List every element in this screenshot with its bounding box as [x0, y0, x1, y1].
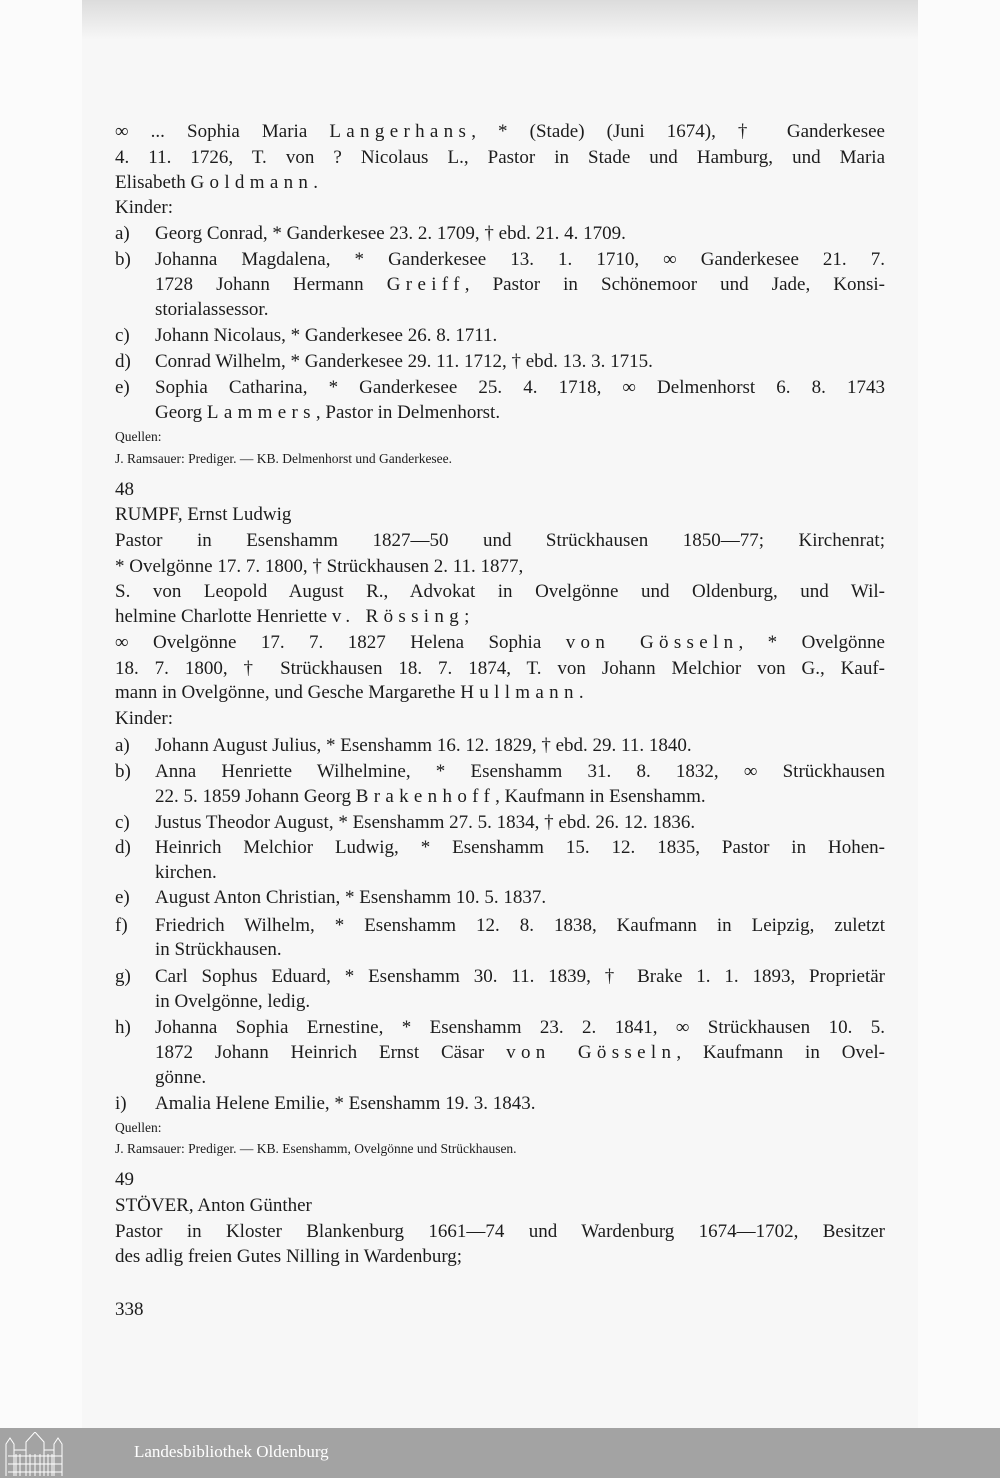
text-segment: 1728 Johann Hermann [155, 274, 387, 295]
item-label: b) [115, 249, 131, 270]
text-line [115, 580, 885, 604]
text-line [115, 1245, 885, 1269]
text-line [115, 1194, 885, 1218]
text-segment: Pastor in Esenshamm 1827—50 und Strückhausen 1850—77; Kirchenrat; [115, 530, 885, 551]
spaced-surname: Brakenhoff [355, 786, 496, 807]
source-line [115, 428, 885, 446]
text-line [155, 1092, 885, 1116]
text-line [155, 965, 885, 989]
text-segment: Kinder: [115, 197, 174, 218]
text-segment: Elisabeth [115, 172, 191, 193]
text-segment: , Kaufmann in Esenshamm. [495, 786, 706, 807]
spaced-surname: Lammers [206, 402, 316, 423]
text-segment: 1872 Johann Heinrich Ernst Cäsar [155, 1042, 507, 1063]
text-segment: Kinder: [115, 708, 174, 729]
text-segment: des adlig freien Gutes Nilling in Wardenburg; [115, 1246, 463, 1267]
text-segment: J. Ramsauer: Prediger. — KB. Esenshamm, Ovelgönne und Strückhausen. [115, 1141, 517, 1156]
text-segment: 22. 5. 1859 Johann Georg [155, 786, 356, 807]
text-line [115, 605, 885, 629]
text-line [155, 1066, 885, 1090]
text-segment: RUMPF, Ernst Ludwig [115, 504, 292, 525]
text-line [115, 196, 885, 220]
text-segment: Conrad Wilhelm, * Ganderkesee 29. 11. 1712, † ebd. 13. 3. 1715. [155, 351, 653, 372]
text-line [155, 811, 885, 835]
text-segment: S. von Leopold August R., Advokat in Ovelgönne und Oldenburg, und Wil- [115, 581, 885, 602]
item-label: a) [115, 735, 130, 756]
text-segment: , Kaufmann in Ovel- [676, 1042, 885, 1063]
text-segment: J. Ramsauer: Prediger. — KB. Delmenhorst und Ganderkesee. [115, 451, 453, 466]
text-segment: * Ovelgönne 17. 7. 1800, † Strückhausen 2. 11. 1877, [115, 556, 524, 577]
text-segment: mann in Ovelgönne, und Gesche Margarethe [115, 682, 461, 703]
text-line [155, 222, 885, 246]
text-segment: , * Ovelgönne [738, 632, 885, 653]
text-segment: ∞ ... Sophia Maria [115, 121, 330, 142]
text-segment: , * (Stade) (Juni 1674), † Ganderkesee [471, 121, 885, 142]
text-segment: in Ovelgönne, ledig. [155, 991, 311, 1012]
text-line [155, 938, 885, 962]
text-segment: Johann Nicolaus, * Ganderkesee 26. 8. 1711. [155, 325, 498, 346]
text-line [115, 657, 885, 681]
text-line [115, 555, 885, 579]
library-name: Landesbibliothek Oldenburg [134, 1442, 329, 1461]
text-line [155, 376, 885, 400]
text-segment: ; [464, 606, 470, 627]
text-line [155, 990, 885, 1014]
text-segment: Friedrich Wilhelm, * Esenshamm 12. 8. 1838, Kaufmann in Leipzig, zuletzt [155, 915, 885, 936]
text-segment: in Strückhausen. [155, 939, 282, 960]
text-segment: Sophia Catharina, * Ganderkesee 25. 4. 1718, ∞ Delmenhorst 6. 8. 1743 [155, 377, 885, 398]
text-segment: . [313, 172, 318, 193]
item-label: h) [115, 1017, 131, 1038]
text-segment: . [578, 682, 584, 703]
text-line [155, 350, 885, 374]
text-line [115, 503, 885, 527]
text-segment: Anna Henriette Wilhelmine, * Esenshamm 31. 8. 1832, ∞ Strückhausen [155, 761, 885, 782]
spaced-surname: Hullmann [460, 682, 579, 703]
item-label: c) [115, 812, 130, 833]
text-segment: Georg [155, 402, 207, 423]
text-segment: 49 [115, 1169, 134, 1190]
text-line [155, 886, 885, 910]
text-segment: Heinrich Melchior Ludwig, * Esenshamm 15. 12. 1835, Pastor in Hohen- [155, 837, 885, 858]
text-line [115, 1220, 885, 1244]
text-line [155, 273, 885, 297]
text-segment: 18. 7. 1800, † Strückhausen 18. 7. 1874, T. von Johann Melchior von G., Kauf- [115, 658, 885, 679]
text-line [115, 529, 885, 553]
item-label: g) [115, 966, 131, 987]
text-segment: Georg Conrad, * Ganderkesee 23. 2. 1709, † ebd. 21. 4. 1709. [155, 223, 626, 244]
text-segment: Johanna Sophia Ernestine, * Esenshamm 23. 2. 1841, ∞ Strückhausen 10. 5. [155, 1017, 885, 1038]
spaced-surname: von Gösseln [506, 1042, 677, 1063]
item-label: e) [115, 377, 130, 398]
item-label: a) [115, 223, 130, 244]
library-building-logo [4, 1432, 64, 1476]
text-segment: 4. 11. 1726, T. von ? Nicolaus L., Pastor in Stade und Hamburg, und Maria [115, 147, 885, 168]
text-segment: kirchen. [155, 862, 217, 883]
text-line [155, 1041, 885, 1065]
text-segment: STÖVER, Anton Günther [115, 1195, 312, 1216]
spaced-surname: Greiff [386, 274, 465, 295]
scan-shadow [82, 0, 918, 40]
text-line [115, 707, 885, 731]
text-segment: ∞ Ovelgönne 17. 7. 1827 Helena Sophia [115, 632, 566, 653]
item-label: b) [115, 761, 131, 782]
text-segment: Johanna Magdalena, * Ganderkesee 13. 1. 1710, ∞ Ganderkesee 21. 7. [155, 249, 885, 270]
text-line [155, 298, 885, 322]
source-line [115, 1119, 885, 1137]
text-line [155, 401, 885, 425]
spaced-surname: Goldmann [190, 172, 314, 193]
text-line [115, 146, 885, 170]
text-line [115, 1168, 885, 1192]
text-segment: August Anton Christian, * Esenshamm 10. 5. 1837. [155, 887, 547, 908]
text-segment: 48 [115, 479, 134, 500]
item-label: d) [115, 351, 131, 372]
item-label: i) [115, 1093, 127, 1114]
text-line [155, 324, 885, 348]
text-line [155, 760, 885, 784]
spaced-surname: Langerhans [329, 121, 472, 142]
text-segment: , Pastor in Delmenhorst. [315, 402, 501, 423]
text-line [155, 836, 885, 860]
text-segment: gönne. [155, 1067, 207, 1088]
text-segment: Amalia Helene Emilie, * Esenshamm 19. 3. 1843. [155, 1093, 536, 1114]
text-line [155, 1016, 885, 1040]
item-label: f) [115, 915, 128, 936]
page-number: 338 [115, 1299, 144, 1320]
text-segment: helmine Charlotte Henriette [115, 606, 332, 627]
text-segment: Justus Theodor August, * Esenshamm 27. 5. 1834, † ebd. 26. 12. 1836. [155, 812, 696, 833]
text-segment: Carl Sophus Eduard, * Esenshamm 30. 11. 1839, † Brake 1. 1. 1893, Proprietär [155, 966, 885, 987]
text-line [115, 681, 885, 705]
text-line [155, 734, 885, 758]
item-label: e) [115, 887, 130, 908]
text-line [115, 171, 885, 195]
text-segment: storialassessor. [155, 299, 269, 320]
text-segment: Quellen: [115, 1120, 162, 1135]
text-segment: Pastor in Kloster Blankenburg 1661—74 und Wardenburg 1674—1702, Besitzer [115, 1221, 885, 1242]
text-segment: Johann August Julius, * Esenshamm 16. 12. 1829, † ebd. 29. 11. 1840. [155, 735, 692, 756]
source-line [115, 450, 885, 468]
text-segment: , Pastor in Schönemoor und Jade, Konsi- [464, 274, 885, 295]
item-label: d) [115, 837, 131, 858]
text-line [115, 631, 885, 655]
text-line [155, 861, 885, 885]
text-line [155, 785, 885, 809]
text-segment: Quellen: [115, 429, 162, 444]
text-line [115, 120, 885, 144]
text-line [115, 478, 885, 502]
item-label: c) [115, 325, 130, 346]
spaced-surname: v. Rössing [331, 606, 465, 627]
source-line [115, 1140, 885, 1158]
text-line [155, 248, 885, 272]
library-footer-bar [0, 1428, 1000, 1478]
spaced-surname: von Gösseln [565, 632, 739, 653]
text-line [155, 914, 885, 938]
